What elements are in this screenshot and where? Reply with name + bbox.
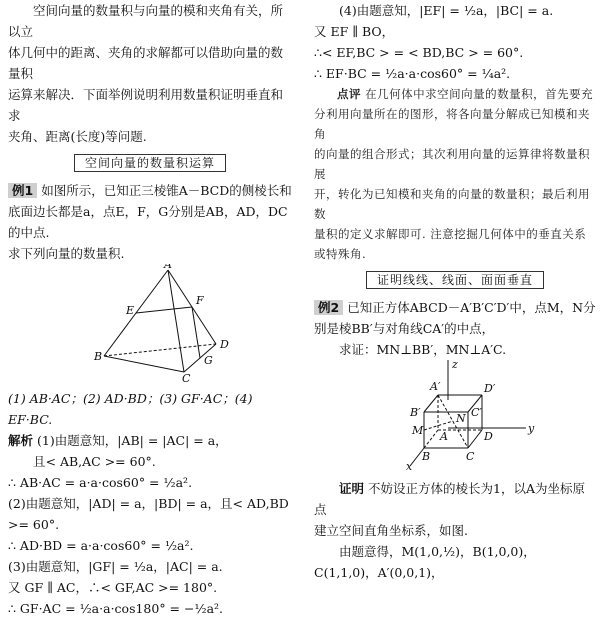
comment-tag: 点评: [337, 87, 361, 101]
intro-line: 体几何中的距离、夹角的求解都可以借助向量的数量积: [8, 45, 284, 81]
comment-line: 或特殊角.: [314, 247, 367, 261]
comment-line: 开，转化为已知模和夹角的向量的数量积；最后利用数: [314, 187, 590, 221]
intro-line: 空间向量的数量积与向量的模和夹角有关，所以立: [8, 3, 284, 39]
axis-label-y: y: [528, 422, 535, 435]
cube-figure: [314, 360, 596, 472]
example-statement: 求下列向量的数量积.: [8, 246, 125, 261]
vertex-label-D: D: [220, 338, 229, 351]
comment-line: 的向量的组合形式；其次利用向量的运算律将数量积展: [314, 147, 590, 181]
vertex-label-D1: D′: [484, 382, 496, 395]
solution-line: ∴< EF,BC > = < BD,BC > = 60°.: [314, 45, 524, 60]
solution-line: (4)由题意知，|EF| = ½a，|BC| = a.: [339, 3, 554, 18]
intro-line: 运算来解决．下面举例说明利用数量积证明垂直和求: [8, 87, 284, 123]
vertex-label-A: A: [440, 430, 448, 443]
vertex-label-C1: C′: [471, 406, 482, 419]
solution-line: ∴ GF·AC = ½a·a·cos180° = −½a².: [8, 601, 224, 616]
vertex-label-A: A: [164, 264, 172, 271]
example-statement: 别是棱BB′与对角线CA′的中点，: [314, 321, 495, 336]
vertex-label-C: C: [466, 450, 475, 463]
solution-line: 且< AB,AC >= 60°.: [33, 454, 156, 469]
example-tag: 例2: [314, 300, 343, 315]
vertex-label-B1: B′: [410, 406, 421, 419]
section-heading: 空间向量的数量积运算: [8, 152, 292, 174]
proof-line: 由题意得，M(1,0,½)，B(1,0,0)，C(1,1,0)，A′(0,0,1)，: [314, 544, 536, 580]
point-label-E: E: [126, 304, 135, 317]
prove-line: 求证：MN⊥BB′，MN⊥A′C.: [339, 342, 507, 357]
example-statement: 如图所示，已知正三棱锥A－BCD的侧棱长和: [41, 183, 292, 198]
vertex-label-D: D: [484, 430, 493, 443]
vertex-label-A1: A′: [430, 380, 441, 393]
solution-line: ∴ AB·AC = a·a·cos60° = ½a².: [8, 475, 193, 490]
solution-line: (3)由题意知，|GF| = ½a，|AC| = a.: [8, 559, 223, 574]
solution-line: ∴ EF·BC = ½a·a·cos60° = ¼a².: [314, 66, 511, 81]
comment-block: 点评 在几何体中求空间向量的数量积，首先要充 分利用向量所在的图形，将各向量分解成已知模和夹角 的向量的组合形式；其次利用向量的运算律将数量积展 开，转化为已知模和夹角的向量的数量积；最后利用数 量积的定义求解即可. 注意挖掘几何体中的垂直关系 或特殊角.: [314, 84, 596, 264]
vertex-label-B: B: [422, 450, 431, 463]
solution-line: 又 GF ∥ AC，∴< GF,AC >= 180°.: [8, 580, 218, 595]
point-label-G: G: [204, 354, 213, 367]
point-label-M: M: [412, 424, 424, 437]
point-label-F: F: [196, 294, 204, 307]
point-label-N: N: [456, 412, 466, 425]
proof-line: 不妨设正方体的棱长为1，以A为坐标原点: [314, 481, 585, 517]
solution-line: ∴ AD·BD = a·a·cos60° = ½a².: [8, 538, 194, 553]
example-statement: 底面边长都是a，点E，F，G分别是AB，AD，DC的中点.: [8, 204, 288, 240]
vertex-label-B: B: [94, 350, 103, 363]
solution-line: (1)由题意知，|AB| = |AC| = a，: [37, 433, 228, 448]
example-statement: 已知正方体ABCD－A′B′C′D′中，点M，N分: [347, 300, 596, 315]
solution-tag: 解析: [8, 433, 34, 448]
proof-tag: 证明: [339, 481, 365, 496]
solution-line: (2)由题意知，|AD| = a，|BD| = a，且< AD,BD >= 60°.: [8, 496, 289, 532]
tasks-line: (1) AB·AC；(2) AD·BD；(3) GF·AC；(4) EF·BC.: [8, 391, 253, 427]
axis-label-x: x: [406, 460, 413, 472]
left-column: [8, 0, 292, 619]
example-tag: 例1: [8, 183, 37, 198]
section-heading: 证明线线、线面、面面垂直: [314, 269, 596, 291]
vertex-label-C: C: [182, 372, 191, 382]
axis-label-z: z: [452, 360, 458, 371]
comment-line: 分利用向量所在的图形，将各向量分解成已知模和夹角: [314, 107, 590, 141]
intro-line: 夹角、距离(长度)等问题.: [8, 129, 147, 144]
proof-line: 建立空间直角坐标系，如图.: [314, 523, 468, 538]
solution-line: 又 EF ∥ BO，: [314, 24, 395, 39]
tetrahedron-figure: [8, 264, 292, 382]
comment-line: 量积的定义求解即可. 注意挖掘几何体中的垂直关系: [314, 227, 587, 241]
